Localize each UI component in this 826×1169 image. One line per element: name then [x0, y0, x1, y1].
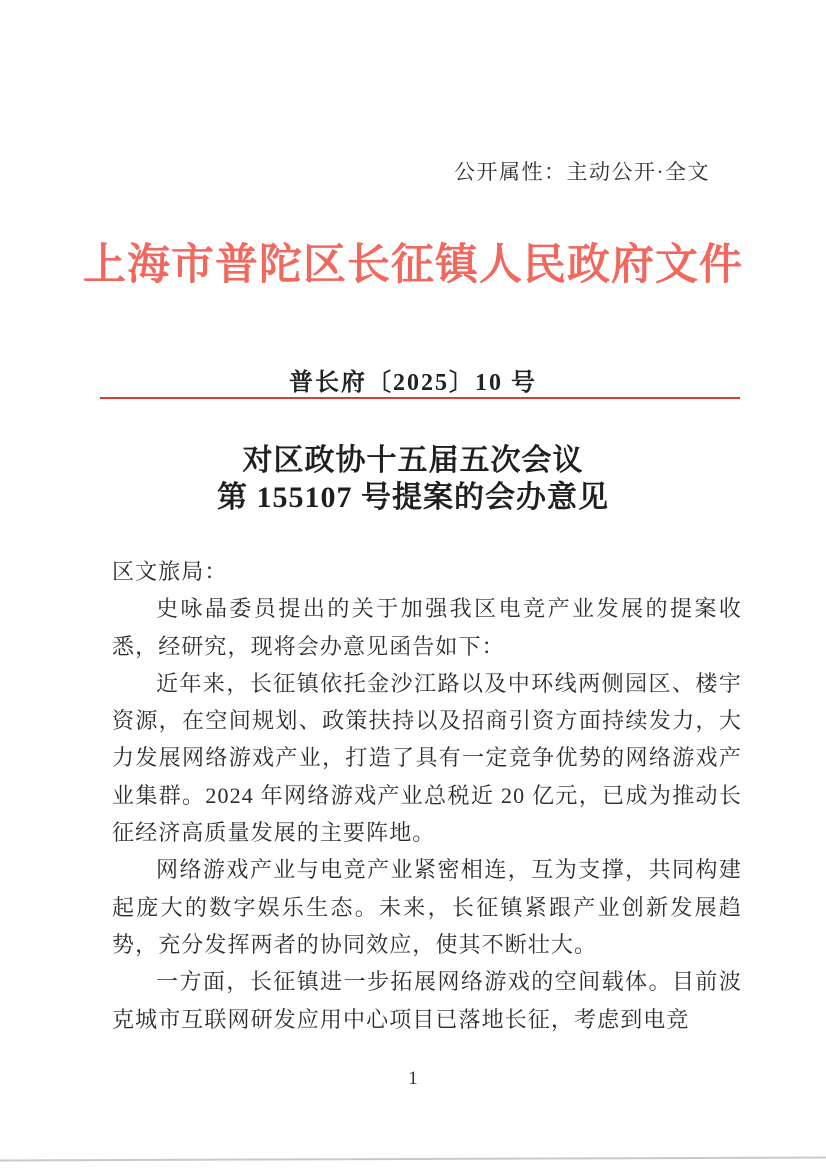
- salutation: 区文旅局：: [112, 559, 228, 584]
- paper-edge-shadow: [0, 1157, 826, 1161]
- body-paragraph: 史咏晶委员提出的关于加强我区电竞产业发展的提案收悉，经研究，现将会办意见函告如下：: [112, 596, 742, 659]
- letterhead-title: 上海市普陀区长征镇人民政府文件: [83, 242, 743, 289]
- body-paragraph: 一方面，长征镇进一步拓展网络游戏的空间载体。目前波克城市互联网研发应用中心项目已落地长征，考虑到电竞: [112, 969, 742, 1032]
- body-paragraph: 近年来，长征镇依托金沙江路以及中环线两侧园区、楼宇资源，在空间规划、政策扶持以及招商引资方面持续发力，大力发展网络游戏产业，打造了具有一定竞争优势的网络游戏产业集群。2024 年网络游戏产业总税近 20 亿元，已成为推动长征经济高质量发展的主要阵地。: [112, 670, 742, 846]
- page-number: 1: [408, 1068, 418, 1089]
- body-paragraph: 网络游戏产业与电竞产业紧密相连，互为支撑，共同构建起庞大的数字娱乐生态。未来，长征镇紧跟产业创新发展趋势，充分发挥两者的协同效应，使其不断壮大。: [112, 857, 742, 957]
- document-reference-number: 普长府〔2025〕10 号: [289, 370, 537, 396]
- document-title: [0, 442, 826, 516]
- document-title-line-1: 对区政协十五届五次会议: [242, 444, 584, 477]
- document-body: [112, 553, 742, 1038]
- red-separator-rule: [100, 397, 740, 399]
- document-title-line-2: 第 155107 号提案的会办意见: [217, 481, 609, 514]
- disclosure-attribute-label: 公开属性：主动公开·全文: [454, 160, 710, 184]
